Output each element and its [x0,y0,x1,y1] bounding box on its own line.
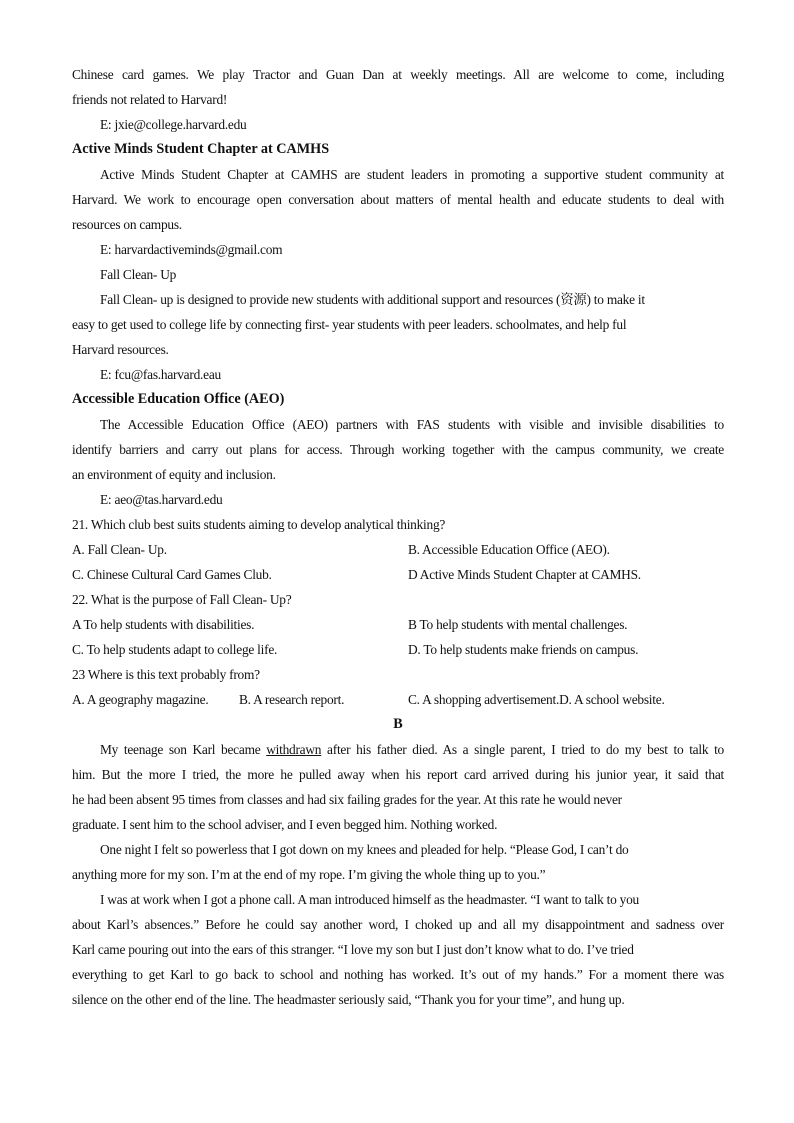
text-line: resources on campus. [72,217,182,232]
contact-email: E: jxie@college.harvard.edu [100,117,247,132]
text-line: he had been absent 95 times from classes and had six failing grades for the year. At this rate he would never [72,792,622,807]
section-b-label: B [393,716,403,732]
option-a: A To help students with disabilities. [72,617,255,632]
option-d: D. A school website. [559,692,665,707]
text-line: Harvard resources. [72,342,169,357]
question-23-options-row [72,687,724,712]
text-line: Active Minds Student Chapter at CAMHS are student leaders in promoting a supportive student community at [100,167,724,182]
text-line: easy to get used to college life by connecting first- year students with peer leaders. schoolmates, and help ful [72,317,627,332]
text-line: graduate. I sent him to the school adviser, and I even begged him. Nothing worked. [72,817,498,832]
text-line: identify barriers and carry out plans for access. Through working together with the campus community, we create [72,442,724,457]
text-line: friends not related to Harvard! [72,92,228,107]
text-line: anything more for my son. I’m at the end of my rope. I’m giving the whole thing up to you.” [72,867,546,882]
contact-email: E: harvardactiveminds@gmail.com [100,242,283,257]
question-21-options-row [72,537,724,562]
subheading-fall-clean-up: Fall Clean- Up [100,267,177,282]
club-heading-aeo: Accessible Education Office (AEO) [72,391,285,407]
text-line: an environment of equity and inclusion. [72,467,276,482]
option-a: A. Fall Clean- Up. [72,542,167,557]
text-line: Harvard. We work to encourage open conversation about matters of mental health and educate students to deal with [72,192,724,207]
club-heading-active-minds: Active Minds Student Chapter at CAMHS [72,141,330,157]
option-c: C. To help students adapt to college life. [72,642,278,657]
question-21-stem: 21. Which club best suits students aiming to develop analytical thinking? [72,517,446,532]
text-line: Karl came pouring out into the ears of this stranger. “I love my son but I just don’t know what to do. I’ve tried [72,942,634,957]
document-page [72,62,724,1012]
text-line: One night I felt so powerless that I got down on my knees and pleaded for help. “Please God, I can’t do [100,842,629,857]
question-22-options-row [72,637,724,662]
option-b: B To help students with mental challenges. [408,617,628,632]
text-span: after his father died. As a single parent, I tried to do my best to talk to [321,742,724,757]
text-line: everything to get Karl to go back to school and nothing has worked. It’s out of my hands.” For a moment there was [72,967,724,982]
text-line: silence on the other end of the line. The headmaster seriously said, “Thank you for your time”, and hung up. [72,992,625,1007]
text-line: Chinese card games. We play Tractor and Guan Dan at weekly meetings. All are welcome to come, including [72,67,724,82]
question-22-options-row [72,612,724,637]
text-line [72,737,724,762]
option-b: B. A research report. [239,692,345,707]
contact-email: E: aeo@tas.harvard.edu [100,492,223,507]
underlined-word: withdrawn [266,742,322,757]
option-c: C. Chinese Cultural Card Games Club. [72,567,272,582]
question-21-options-row [72,562,724,587]
option-d: D Active Minds Student Chapter at CAMHS. [408,567,641,582]
question-23-stem: 23 Where is this text probably from? [72,667,260,682]
text-line: about Karl’s absences.” Before he could say another word, I choked up and all my disappointment and sadness over [72,917,724,932]
text-line: The Accessible Education Office (AEO) partners with FAS students with visible and invisible disabilities to [100,417,724,432]
text-span: My teenage son Karl became [100,742,267,757]
text-line: Fall Clean- up is designed to provide new students with additional support and resources (资源) to make it [100,292,645,307]
text-line: him. But the more I tried, the more he pulled away when his report card arrived during his junior year, it said that [72,767,724,782]
option-b: B. Accessible Education Office (AEO). [408,542,610,557]
option-a: A. A geography magazine. [72,692,209,707]
option-d: D. To help students make friends on campus. [408,642,639,657]
option-c: C. A shopping advertisement. [408,692,560,707]
text-line: I was at work when I got a phone call. A man introduced himself as the headmaster. “I want to talk to you [100,892,639,907]
contact-email: E: fcu@fas.harvard.eau [100,367,221,382]
question-22-stem: 22. What is the purpose of Fall Clean- Up? [72,592,292,607]
